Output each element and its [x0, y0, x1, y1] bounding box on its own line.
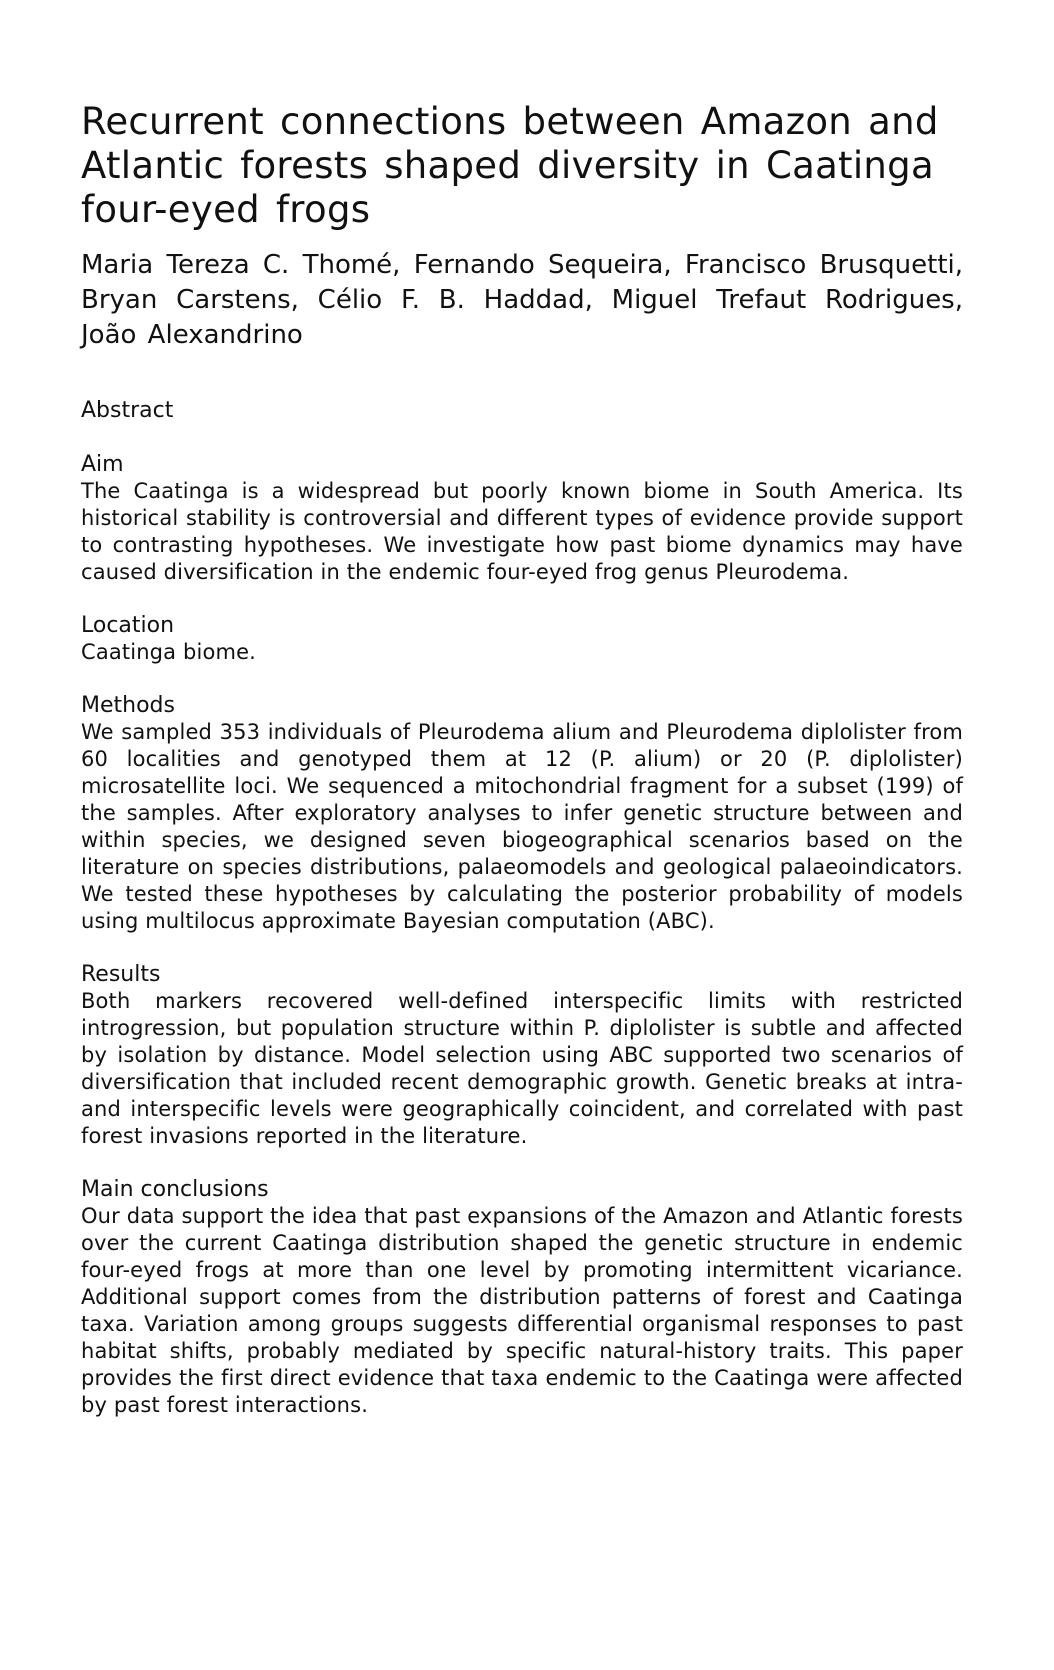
section-body: Caatinga biome.: [81, 640, 256, 664]
section-body: Both markers recovered well-defined interspecific limits with restricted introgression, but population structure within P. diplolister is subtle and affected by isolation by distance. Model selection using ABC supported two scenarios of diversification that included recent demographic growth. Genetic breaks at intra- and interspecific levels were geographically coincident, and correlated with past forest invasions reported in the literature.: [81, 989, 963, 1148]
section-methods: [81, 692, 963, 935]
section-heading: Aim: [81, 452, 124, 477]
paper-title: Recurrent connections between Amazon and Atlantic forests shaped diversity in Caatinga four-eyed frogs: [81, 100, 939, 231]
section-heading: Main conclusions: [81, 1177, 269, 1202]
section-body: The Caatinga is a widespread but poorly known biome in South America. Its historical stability is controversial and different types of evidence provide support to contrasting hypotheses. We investigate how past biome dynamics may have caused diversification in the endemic four-eyed frog genus Pleurodema.: [81, 479, 963, 584]
section-heading: Location: [81, 613, 175, 638]
section-heading: Results: [81, 962, 161, 987]
section-body: We sampled 353 individuals of Pleurodema alium and Pleurodema diplolister from 60 localities and genotyped them at 12 (P. alium) or 20 (P. diplolister) microsatellite loci. We sequenced a mitochondrial fragment for a subset (199) of the samples. After exploratory analyses to infer genetic structure between and within species, we designed seven biogeographical scenarios based on the literature on species distributions, palaeomodels and geological palaeoindicators. We tested these hypotheses by calculating the posterior probability of models using multilocus approximate Bayesian computation (ABC).: [81, 720, 963, 933]
section-body: Our data support the idea that past expansions of the Amazon and Atlantic forests over the current Caatinga distribution shaped the genetic structure in endemic four-eyed frogs at more than one level by promoting intermittent vicariance. Additional support comes from the distribution patterns of forest and Caatinga taxa. Variation among groups suggests differential organismal responses to past habitat shifts, probably mediated by specific natural-history traits. This paper provides the first direct evidence that taxa endemic to the Caatinga were affected by past forest interactions.: [81, 1204, 963, 1417]
paper-page: [81, 100, 963, 1419]
section-main-conclusions: [81, 1176, 963, 1419]
abstract-heading: Abstract: [81, 398, 174, 423]
section-location: [81, 612, 963, 666]
section-results: [81, 961, 963, 1150]
section-heading: Methods: [81, 693, 175, 718]
author-list: Maria Tereza C. Thomé, Fernando Sequeira, Francisco Brusquetti, Bryan Carstens, Célio F. B. Haddad, Miguel Trefaut Rodrigues, João Alexandrino: [81, 250, 963, 350]
section-aim: [81, 451, 963, 586]
